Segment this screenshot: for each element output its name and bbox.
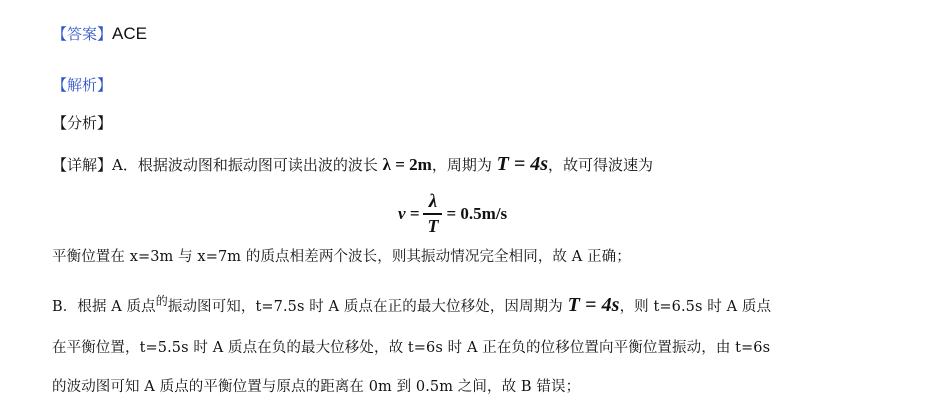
detail-line-b3	[52, 377, 580, 397]
wave-speed-formula	[398, 188, 507, 240]
line-b3-text: 的波动图可知 A 质点的平衡位置与原点的距离在 0m 到 0.5m 之间，故 B 错误；	[52, 379, 581, 395]
period-equation: T = 4s	[496, 153, 549, 175]
formula-fraction	[423, 191, 442, 237]
formula-rhs: = 0.5m/s	[446, 204, 508, 223]
detail-text-a-mid: ，周期为	[431, 156, 492, 174]
detail-line-b1	[52, 295, 771, 317]
formula-lhs: v =	[398, 204, 420, 223]
formula-numerator: λ	[428, 191, 438, 213]
line-b2-text: 在平衡位置，t=5.5s 时 A 质点在负的最大位移处，故 t=6s 时 A 正在负的位移位置向平衡位置振动，由 t=6s	[52, 340, 771, 356]
analysis-heading	[52, 75, 112, 95]
line-b1-period-equation: T = 4s	[567, 294, 620, 316]
detail-text-a-suffix: ，故可得波速为	[548, 156, 654, 174]
detail-line-a1	[52, 154, 653, 175]
line-a2-text: 平衡位置在 x=3m 与 x=7m 的质点相差两个波长，则其振动情况完全相同，故 A 正确；	[52, 249, 631, 265]
detail-label: 【详解】	[52, 156, 113, 174]
lambda-equation: λ = 2m	[382, 155, 432, 174]
detail-line-b2	[52, 338, 770, 358]
detail-line-a2	[52, 247, 631, 267]
detail-text-a-prefix: A．根据波动图和振动图可读出波的波长	[112, 156, 378, 174]
line-b1-prefix: B．根据 A 质点	[52, 299, 156, 315]
line-b1-mid: 振动图可知，t=7.5s 时 A 质点在正的最大位移处，因周期为	[167, 299, 563, 315]
formula-denominator: T	[427, 215, 439, 236]
answer-line	[52, 24, 147, 44]
breakdown-label: 【分析】	[52, 114, 113, 132]
answer-label: 【答案】	[52, 25, 113, 43]
line-b1-suffix: ，则 t=6.5s 时 A 质点	[619, 299, 772, 315]
line-b1-de: 的	[155, 294, 168, 308]
analysis-label: 【解析】	[52, 76, 113, 94]
answer-value: ACE	[112, 24, 147, 43]
breakdown-heading	[52, 113, 112, 133]
